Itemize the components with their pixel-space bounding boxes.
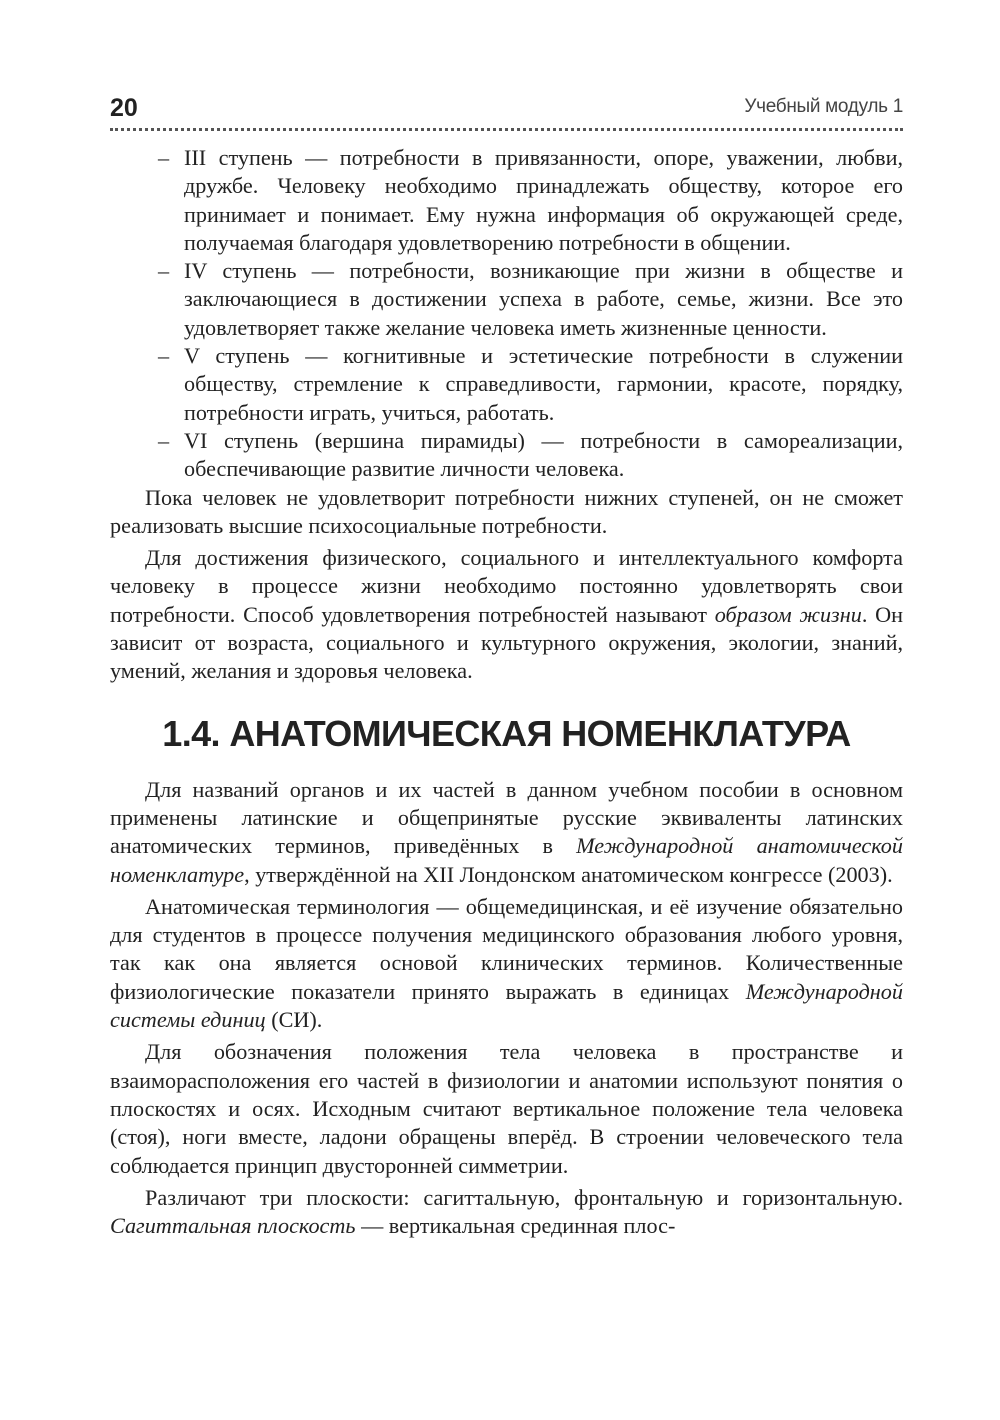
list-dash: – (158, 258, 170, 284)
paragraph-text: Анатомическая терминология — общемедицинская, и её изучение обязательно для студентов в процессе получения медицинского образования любого уровня, так как она является основой клинических терминов. Количественные физиологические показатели принято выражать в единицах (110, 893, 903, 1004)
need-levels-list (110, 144, 903, 484)
list-item-text: III ступень — потребности в привязанности, опоре, уважении, любви, дружбе. Человеку необходимо принадлежать обществу, которое его принимает и понимает. Ему нужна информация об окружающей среде, получаемая благодаря удовлетворению потребности в общении. (184, 145, 903, 255)
list-item (158, 427, 903, 484)
header-dotted-rule (110, 128, 903, 131)
list-dash: – (158, 427, 170, 453)
list-item-text: V ступень — когнитивные и эстетические потребности в служении обществу, стремление к справедливости, гармонии, красоте, порядку, потребности играть, учиться, работать. (184, 343, 903, 425)
running-title: Учебный модуль 1 (744, 96, 903, 117)
paragraph-text: Пока человек не удовлетворит потребности нижних ступеней, он не сможет реализовать высшие психосоциальные потребности. (110, 484, 903, 538)
italic-term: Международной системы единиц (110, 978, 903, 1033)
list-dash: – (158, 343, 170, 369)
italic-term: образом жизни (714, 601, 862, 627)
paragraph (110, 1184, 903, 1241)
paragraph (110, 893, 903, 1034)
section-title: 1.4. АНАТОМИЧЕСКАЯ НОМЕНКЛАТУРА (162, 712, 851, 754)
paragraph-text: . Он зависит от возраста, социального и культурного окружения, экологии, знаний, умений, желания и здоровья человека. (110, 601, 903, 684)
paragraph-text: Для названий органов и их частей в данном учебном пособии в основном применены латинские и общепринятые русские эквиваленты латинских анатомических терминов, приведённых в (110, 776, 903, 859)
running-header (110, 92, 903, 132)
document-page (110, 92, 903, 1240)
paragraph (110, 776, 903, 889)
paragraph-text: — вертикальная срединная плос- (355, 1213, 676, 1239)
body-text (110, 144, 903, 1240)
list-dash: – (158, 145, 170, 170)
paragraph (110, 544, 903, 685)
paragraph-text: Для достижения физического, социального и интеллектуального комфорта человеку в процессе жизни необходимо постоянно удовлетворять свои потребности. Способ удовлетворения потребностей называют (110, 545, 903, 627)
list-item (158, 257, 903, 342)
list-item-text: VI ступень (вершина пирамиды) — потребности в самореализации, обеспечивающие развитие личности человека. (184, 427, 903, 482)
paragraph-text: Для обозначения положения тела человека в пространстве и взаиморасположения его частей в физиологии и анатомии используют понятия о плоскостях и осях. Исходным считают вертикальное положение тела человека (стоя), ноги вместе, ладони обращены вперёд. В строении человеческого тела соблюдается принцип двусторонней симметрии. (110, 1039, 903, 1178)
list-item-text: IV ступень — потребности, возникающие при жизни в обществе и заключающиеся в достижении успеха в работе, семье, жизни. Все это удовлетворяет также желание человека иметь жизненные ценности. (184, 258, 903, 340)
italic-term: Международной анатомической номенклатуре (110, 833, 903, 887)
paragraph-text: (СИ). (265, 1007, 323, 1033)
paragraph (110, 484, 903, 541)
paragraph-text: , утверждённой на XII Лондонском анатомическом конгрессе (2003). (244, 861, 893, 887)
paragraph (110, 1038, 903, 1179)
page-number: 20 (110, 94, 138, 122)
list-item (158, 342, 903, 427)
paragraph-text: Различают три плоскости: сагиттальную, фронтальную и горизонтальную. (145, 1184, 903, 1210)
list-item (158, 144, 903, 257)
italic-term: Сагиттальная плоскость (110, 1213, 356, 1239)
